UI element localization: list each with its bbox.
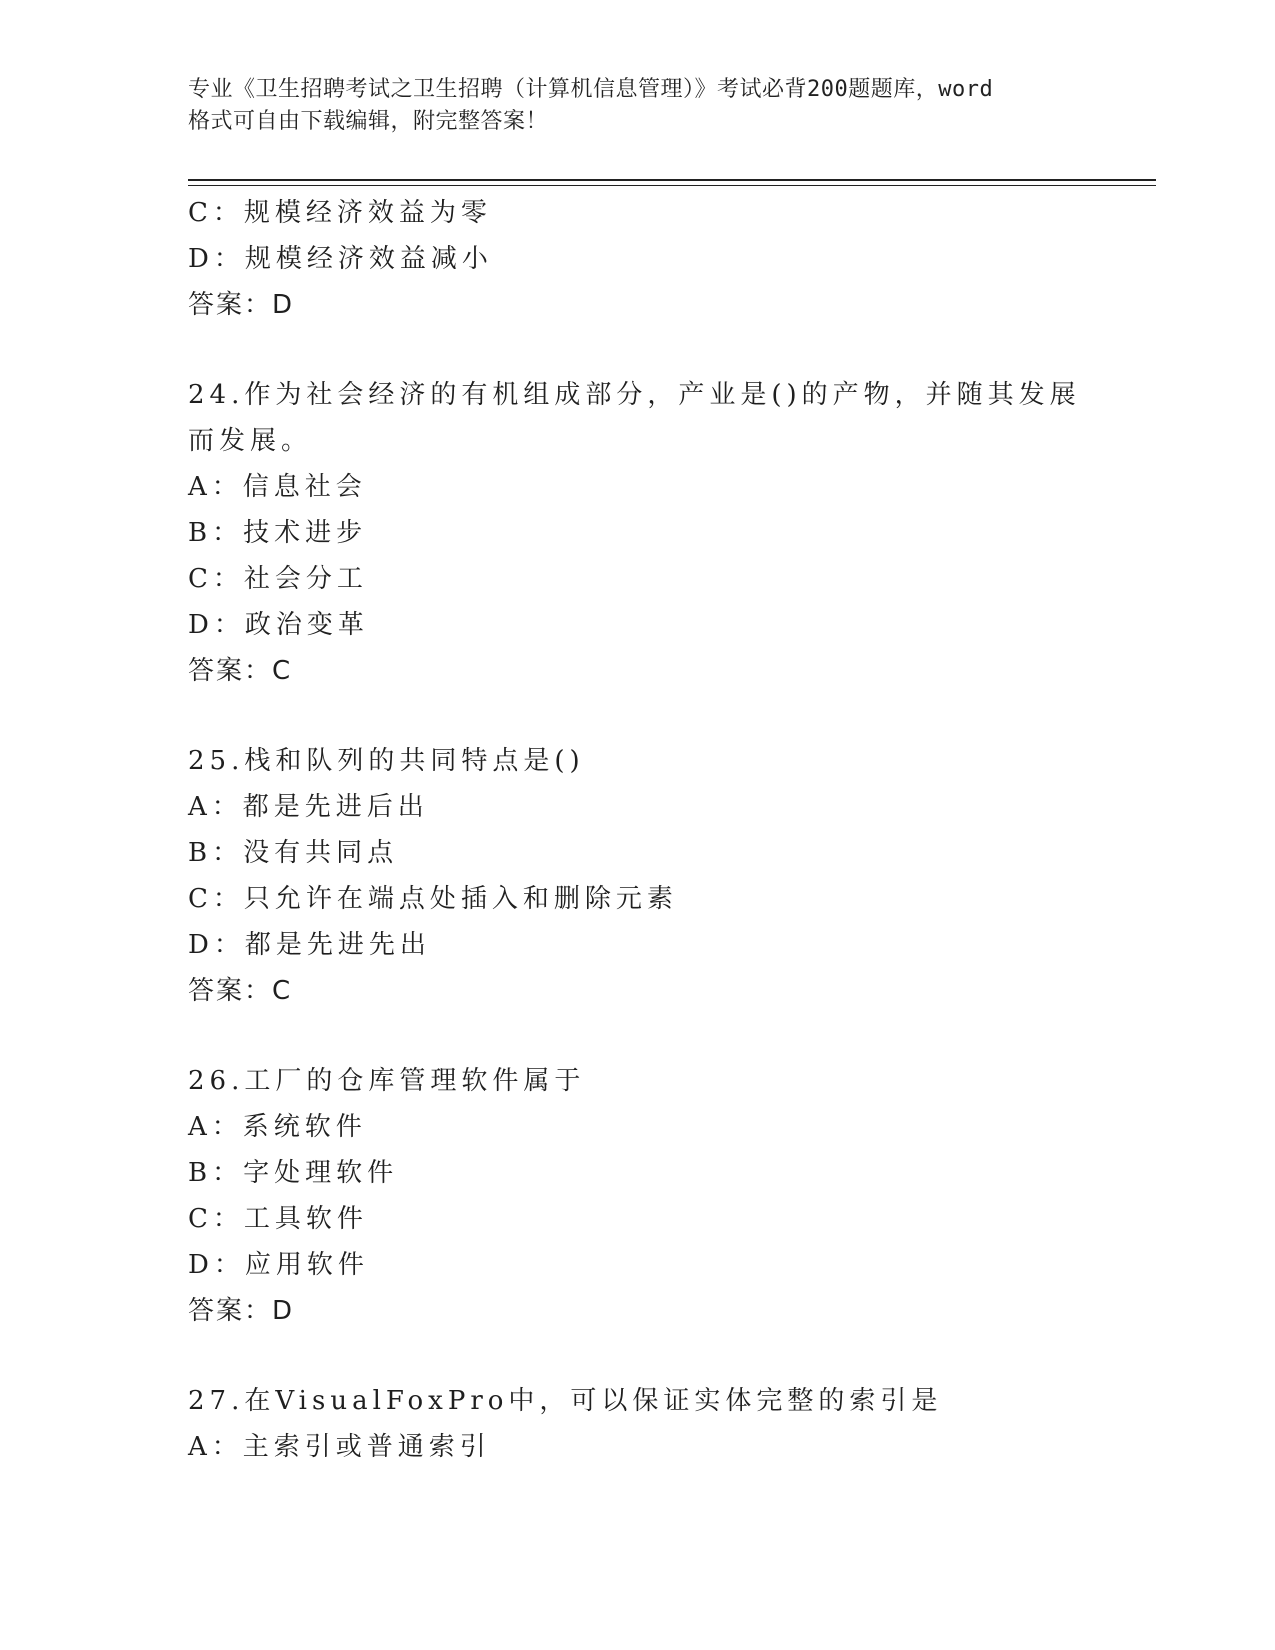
question-stem: 25.栈和队列的共同特点是() <box>188 746 585 776</box>
answer-line: 答案：C <box>188 656 293 686</box>
option-b: B：字处理软件 <box>188 1158 399 1188</box>
option-d: D：政治变革 <box>188 610 369 640</box>
option-d: D：应用软件 <box>188 1250 369 1280</box>
header-divider-thin <box>188 185 1156 186</box>
option-c: C：社会分工 <box>188 564 368 594</box>
question-24 <box>188 372 1148 694</box>
option-b: B：技术进步 <box>188 518 368 548</box>
option-a: A：都是先进后出 <box>188 792 429 822</box>
question-stem: 26.工厂的仓库管理软件属于 <box>188 1066 586 1096</box>
header-title-line-2: 格式可自由下载编辑，附完整答案！ <box>188 109 549 134</box>
option-d: D：规模经济效益减小 <box>188 244 493 274</box>
header-divider-thick <box>188 179 1156 181</box>
spacer <box>188 694 1148 738</box>
spacer <box>188 1334 1148 1378</box>
spacer <box>188 1014 1148 1058</box>
option-b: B：没有共同点 <box>188 838 399 868</box>
option-a: A：主索引或普通索引 <box>188 1432 491 1462</box>
answer-line: 答案：D <box>188 1296 295 1326</box>
question-stem: 24.作为社会经济的有机组成部分，产业是()的产物，并随其发展而发展。 <box>188 380 1081 456</box>
question-25 <box>188 738 1148 1014</box>
question-26 <box>188 1058 1148 1334</box>
option-c: C：只允许在端点处插入和删除元素 <box>188 884 678 914</box>
question-list <box>188 190 1148 1470</box>
document-header <box>188 74 1088 138</box>
option-c: C：工具软件 <box>188 1204 368 1234</box>
question-27 <box>188 1378 1148 1470</box>
option-d: D：都是先进先出 <box>188 930 431 960</box>
option-a: A：信息社会 <box>188 472 367 502</box>
answer-line: 答案：C <box>188 976 293 1006</box>
header-title-line-1: 专业《卫生招聘考试之卫生招聘（计算机信息管理）》考试必背200题题库，word <box>188 77 994 102</box>
previous-question-tail <box>188 190 1148 328</box>
option-c: C：规模经济效益为零 <box>188 198 492 228</box>
spacer <box>188 328 1148 372</box>
option-a: A：系统软件 <box>188 1112 367 1142</box>
question-stem: 27.在VisualFoxPro中，可以保证实体完整的索引是 <box>188 1386 943 1416</box>
answer-line: 答案：D <box>188 290 295 320</box>
